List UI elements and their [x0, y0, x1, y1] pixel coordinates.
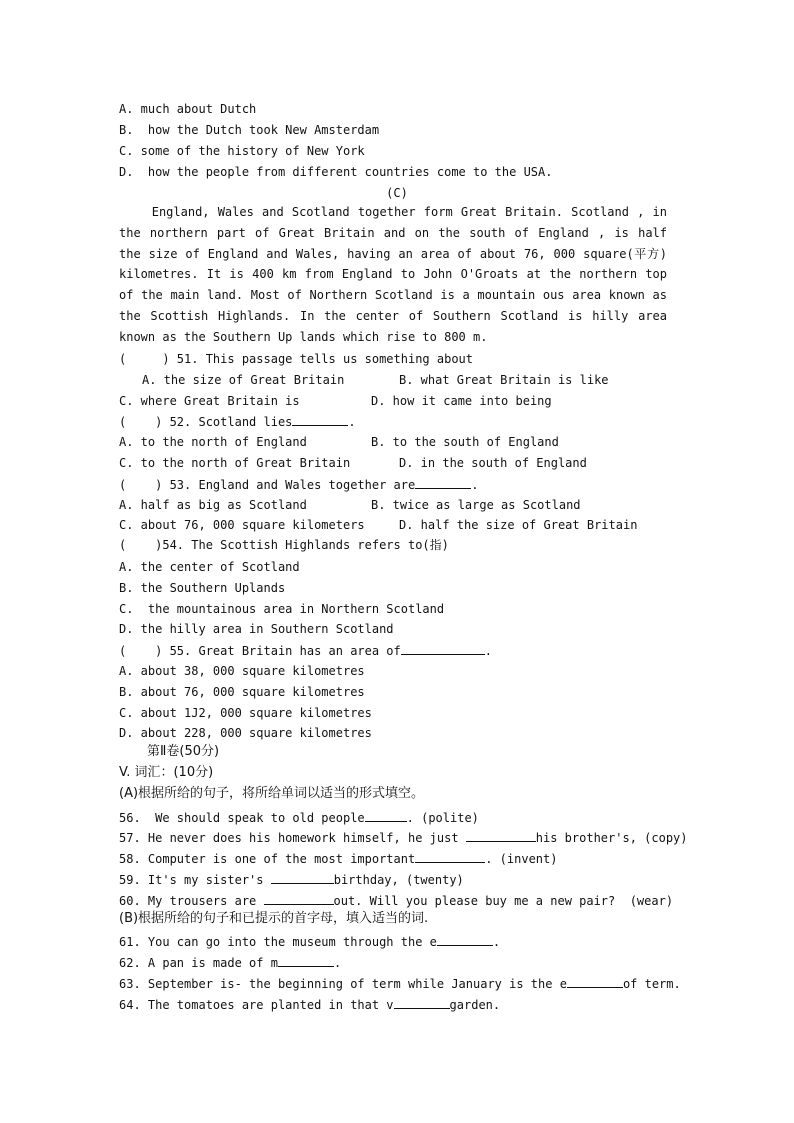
q63-end: of term. — [622, 977, 681, 991]
q53-option-d: D. half the size of Great Britain — [399, 518, 638, 532]
q63-text: 63. September is- the beginning of term while January is the e — [119, 977, 567, 991]
q55-stem: ( ) 55. Great Britain has an area of — [119, 644, 401, 658]
q55-stem-line — [119, 643, 492, 658]
q60-hint: out. Will you please buy me a new pair? (wear) — [333, 894, 674, 908]
q57-text: 57. He never does his homework himself, he just — [119, 831, 466, 845]
q61-line — [119, 934, 500, 949]
q51-option-c: C. where Great Britain is — [119, 394, 300, 408]
q60-line — [119, 893, 673, 908]
q53-stem: ( ) 53. England and Wales together are — [119, 478, 416, 492]
q56-line — [119, 810, 479, 825]
q59-hint: birthday, (twenty) — [333, 873, 464, 887]
part-b-instruction: (B)根据所给的句子和已提示的首字母，填入适当的词. — [119, 911, 429, 926]
q55-option-d: D. about 228, 000 square kilometres — [119, 726, 372, 740]
q55-option-b: B. about 76, 000 square kilometres — [119, 685, 365, 699]
q54-option-c: C. the mountainous area in Northern Scotland — [119, 602, 445, 616]
q51-option-b: B. what Great Britain is like — [399, 373, 609, 387]
q61-end: . — [492, 935, 501, 949]
q60-text: 60. My trousers are — [119, 894, 264, 908]
q51-option-d: D. how it came into being — [371, 394, 552, 408]
q51-option-a: A. the size of Great Britain — [142, 373, 345, 387]
q58-blank[interactable] — [415, 851, 485, 863]
q54-option-b: B. the Southern Uplands — [119, 581, 286, 595]
q52-end: . — [348, 415, 356, 429]
q58-hint: . (invent) — [485, 852, 558, 866]
q54-option-d: D. the hilly area in Southern Scotland — [119, 622, 394, 636]
q53-option-b: B. twice as large as Scotland — [371, 498, 581, 512]
q54-stem: ( )54. The Scottish Highlands refers to(指) — [119, 538, 449, 552]
q52-blank[interactable] — [292, 414, 348, 426]
q61-text: 61. You can go into the museum through the e — [119, 935, 437, 949]
q57-line — [119, 830, 688, 845]
q53-option-c: C. about 76, 000 square kilometers — [119, 518, 365, 532]
passage-c-text: England, Wales and Scotland together form Great Britain. Scotland , in the northern part of Great Britain and on the south of England , is half the size of England and Wales, having an area of about 76, 000 square(平方) kilometres. It is 400 km from England to John O'Groats at the northern top of the main land. Most of Northern Scotland is a mountain ous area known as the Scottish Highlands. In the center of Southern Scotland is hilly area known as the Southern Up lands which rise to 800 m. — [119, 205, 675, 344]
q53-option-a: A. half as big as Scotland — [119, 498, 307, 512]
q64-line — [119, 997, 500, 1012]
q53-stem-line — [119, 477, 478, 492]
q59-text: 59. It's my sister's — [119, 873, 271, 887]
q63-line — [119, 976, 681, 991]
q57-blank[interactable] — [466, 830, 536, 842]
q62-line — [119, 955, 341, 970]
q55-end: . — [484, 644, 492, 658]
q60-blank[interactable] — [264, 893, 334, 905]
q50-option-a: A. much about Dutch — [119, 102, 257, 116]
q57-hint: his brother's, (copy) — [535, 831, 688, 845]
q64-end: garden. — [449, 998, 501, 1012]
q59-blank[interactable] — [271, 872, 334, 884]
q52-stem-line — [119, 414, 356, 429]
q58-line — [119, 851, 557, 866]
q56-hint: . (polite) — [406, 811, 479, 825]
q64-blank[interactable] — [394, 997, 450, 1009]
q52-option-b: B. to the south of England — [371, 435, 559, 449]
q62-blank[interactable] — [278, 955, 334, 967]
q54-option-a: A. the center of Scotland — [119, 560, 300, 574]
q55-option-c: C. about 1J2, 000 square kilometres — [119, 706, 372, 720]
q53-blank[interactable] — [415, 477, 471, 489]
q52-option-a: A. to the north of England — [119, 435, 307, 449]
q52-option-c: C. to the north of Great Britain — [119, 456, 351, 470]
q64-text: 64. The tomatoes are planted in that v — [119, 998, 394, 1012]
section5-heading: V. 词汇：(10分) — [119, 765, 214, 780]
part-a-instruction: (A)根据所给的句子，将所给单词以适当的形式填空。 — [119, 786, 425, 801]
q55-option-a: A. about 38, 000 square kilometres — [119, 664, 365, 678]
q56-blank[interactable] — [365, 810, 407, 822]
q62-text: 62. A pan is made of m — [119, 956, 278, 970]
q55-blank[interactable] — [401, 643, 485, 655]
q53-end: . — [471, 478, 479, 492]
q61-blank[interactable] — [437, 934, 493, 946]
q50-option-c: C. some of the history of New York — [119, 144, 365, 158]
q52-stem: ( ) 52. Scotland lies — [119, 415, 293, 429]
q58-text: 58. Computer is one of the most important — [119, 852, 416, 866]
passage-c-label: (C) — [386, 186, 408, 200]
q59-line — [119, 872, 464, 887]
q62-end: . — [333, 956, 342, 970]
part2-title: 第Ⅱ卷(50分) — [147, 744, 220, 759]
q51-stem: ( ) 51. This passage tells us something about — [119, 352, 474, 366]
q50-option-d: D. how the people from different countries come to the USA. — [119, 165, 553, 179]
q50-option-b: B. how the Dutch took New Amsterdam — [119, 123, 380, 137]
q63-blank[interactable] — [567, 976, 623, 988]
q52-option-d: D. in the south of England — [399, 456, 587, 470]
q56-text: 56. We should speak to old people — [119, 811, 365, 825]
